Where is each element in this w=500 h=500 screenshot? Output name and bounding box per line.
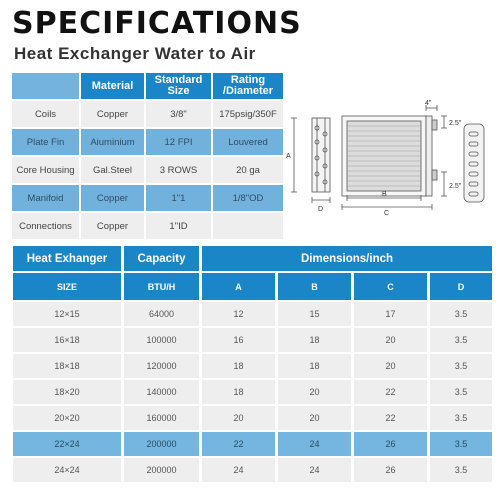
spec-row [12, 101, 283, 127]
table-cell: 200000 [124, 432, 199, 456]
dim-sub-header: C [354, 273, 427, 300]
table-cell: 3.5 [430, 406, 492, 430]
dim-sub-header: SIZE [13, 273, 121, 300]
dim-label-top-offset: 2.5" [449, 120, 462, 127]
spec-header-blank [12, 73, 79, 99]
table-cell: 24 [202, 458, 275, 482]
spec-cell: Copper [81, 101, 144, 127]
table-row [13, 380, 492, 404]
dimension-table [10, 244, 495, 484]
table-cell: 24 [278, 458, 351, 482]
spec-header-row [12, 73, 283, 99]
dim-sub-header: B [278, 273, 351, 300]
table-cell: 3.5 [430, 432, 492, 456]
spec-row [12, 185, 283, 211]
table-row [13, 354, 492, 378]
spec-cell: 20 ga [213, 157, 283, 183]
spec-cell: Connections [12, 213, 79, 239]
table-cell: 100000 [124, 328, 199, 352]
table-cell: 18 [202, 354, 275, 378]
spec-row [12, 213, 283, 239]
table-cell: 20×20 [13, 406, 121, 430]
spec-cell: Coils [12, 101, 79, 127]
spec-cell: Aiuminium [81, 129, 144, 155]
table-cell: 15 [278, 302, 351, 326]
table-cell: 16 [202, 328, 275, 352]
dim-header-dimensions: Dimensions/inch [202, 246, 492, 271]
table-row [13, 328, 492, 352]
table-cell: 22 [354, 380, 427, 404]
table-cell: 20 [354, 328, 427, 352]
front-view [342, 105, 447, 210]
heat-exchanger-diagram [286, 98, 492, 216]
table-cell: 16×18 [13, 328, 121, 352]
spec-cell [213, 213, 283, 239]
table-cell: 17 [354, 302, 427, 326]
page-title: SPECIFICATIONS [12, 6, 302, 41]
side-view [291, 118, 330, 203]
spec-cell: Core Housing [12, 157, 79, 183]
spec-header-standard-size: Standard Size [146, 73, 211, 99]
spec-cell: 3/8" [146, 101, 211, 127]
table-cell: 20 [202, 406, 275, 430]
table-cell: 64000 [124, 302, 199, 326]
dim-group-header-row [13, 246, 492, 271]
dim-label-side-offset: 2.5" [449, 183, 462, 190]
table-row [13, 406, 492, 430]
spec-cell: 1/8"OD [213, 185, 283, 211]
spec-row [12, 157, 283, 183]
spec-cell: 3 ROWS [146, 157, 211, 183]
spec-table [10, 71, 285, 241]
table-row [13, 302, 492, 326]
dim-label-a: A [286, 153, 291, 160]
table-cell: 200000 [124, 458, 199, 482]
table-cell: 24×24 [13, 458, 121, 482]
dim-header-capacity: Capacity [124, 246, 199, 271]
table-cell: 18 [278, 328, 351, 352]
spec-row [12, 129, 283, 155]
table-cell: 12 [202, 302, 275, 326]
dim-sub-header: BTU/H [124, 273, 199, 300]
table-cell: 3.5 [430, 354, 492, 378]
end-plate-view [464, 124, 484, 202]
spec-cell: Copper [81, 185, 144, 211]
spec-cell: 1"ID [146, 213, 211, 239]
spec-cell: 175psig/350F [213, 101, 283, 127]
table-cell: 3.5 [430, 328, 492, 352]
spec-header-material: Material [81, 73, 144, 99]
table-cell: 3.5 [430, 458, 492, 482]
dim-label-c: C [384, 210, 390, 216]
dim-label-b: B [382, 191, 387, 198]
table-cell: 24 [278, 432, 351, 456]
spec-cell: Copper [81, 213, 144, 239]
spec-cell: 12 FPI [146, 129, 211, 155]
spec-cell: Gal.Steel [81, 157, 144, 183]
spec-cell: Manifoid [12, 185, 79, 211]
table-cell: 12×15 [13, 302, 121, 326]
table-cell: 120000 [124, 354, 199, 378]
table-cell: 26 [354, 432, 427, 456]
table-cell: 20 [278, 380, 351, 404]
dim-sub-header: D [430, 273, 492, 300]
dim-header-heat-exchanger: Heat Exhanger [13, 246, 121, 271]
table-cell: 140000 [124, 380, 199, 404]
table-cell: 18 [202, 380, 275, 404]
page-subtitle: Heat Exchanger Water to Air [14, 44, 256, 63]
dim-label-top-width: 4" [425, 100, 432, 107]
dim-sub-header-row [13, 273, 492, 300]
table-cell: 160000 [124, 406, 199, 430]
spec-cell: Plate Fin [12, 129, 79, 155]
table-cell: 3.5 [430, 380, 492, 404]
table-cell: 22×24 [13, 432, 121, 456]
table-cell: 18×20 [13, 380, 121, 404]
table-cell: 20 [354, 354, 427, 378]
table-cell: 3.5 [430, 302, 492, 326]
spec-header-rating: Rating /Diameter [213, 73, 283, 99]
table-cell: 18×18 [13, 354, 121, 378]
dim-label-d: D [318, 206, 324, 213]
table-cell: 26 [354, 458, 427, 482]
dim-sub-header: A [202, 273, 275, 300]
table-row [13, 432, 492, 456]
table-cell: 22 [202, 432, 275, 456]
table-cell: 18 [278, 354, 351, 378]
table-cell: 20 [278, 406, 351, 430]
table-cell: 22 [354, 406, 427, 430]
spec-cell: Louvered [213, 129, 283, 155]
spec-cell: 1"1 [146, 185, 211, 211]
table-row [13, 458, 492, 482]
